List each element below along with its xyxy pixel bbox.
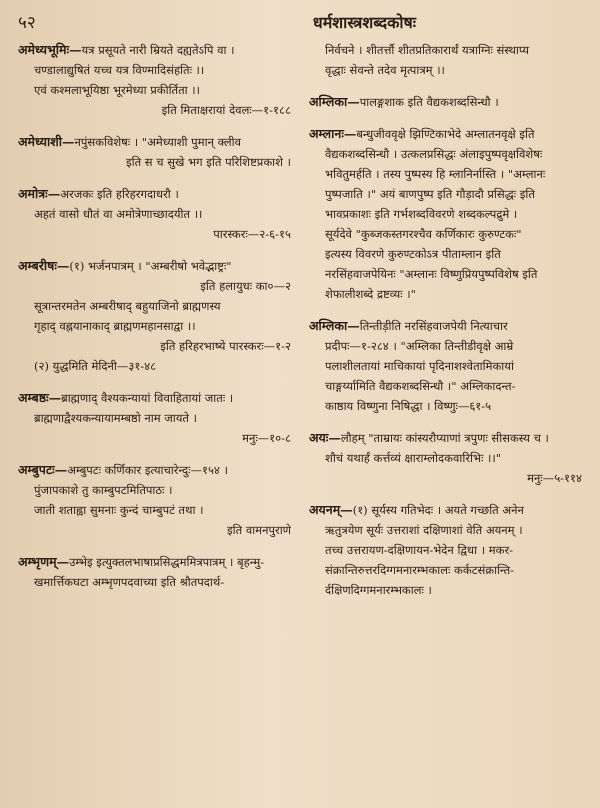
dictionary-entry	[18, 184, 295, 244]
entry-line: इति वामनपुराणे	[227, 523, 291, 537]
entry-line: खमार्त्तिकघटा अम्भृणपदवाच्या इति श्रौतपदार्थ-	[34, 575, 225, 589]
entry-line: सूर्यदेवे "कुब्जकस्तगरश्चैव कर्णिकारः कुरुण्टकः"	[325, 227, 522, 241]
entry-line: मनुः—५-११४	[527, 471, 582, 485]
entry-headword: अम्लिका—	[309, 318, 360, 333]
entry-line: पलाशीलतायां माचिकायां पृदिनाशश्वेतामिकायां	[325, 359, 514, 373]
entry-line: निर्वचने । शीतर्त्तौ शीतप्रतिकारार्थं यत्राग्निः संस्थाप्य	[325, 43, 530, 57]
entry-line: चाङ्गर्य्यामिति वैद्यकशब्दसिन्धौ ।" अम्लिकादन्त-	[325, 379, 516, 393]
dictionary-entry	[309, 500, 586, 600]
entry-line	[18, 552, 295, 572]
right-column	[309, 40, 586, 612]
entry-headword: अमेध्याशी—	[18, 134, 75, 149]
entry-text: लौहम् "ताम्रायः कांस्यरौप्याणां त्रपुणः सीसकस्य च ।	[340, 431, 549, 445]
entry-text: पालङ्गशाक इति वैद्यकशब्दसिन्धौ ।	[359, 95, 499, 109]
entry-line: इति मिताक्षरायां देवलः—१-१८८	[161, 103, 291, 117]
entry-line: ब्राह्मणाद्वैश्यकन्यायामम्बष्ठो नाम जायते ।	[34, 411, 197, 425]
entry-line: पारस्करः—२-६-१५	[213, 227, 291, 241]
running-title: धर्मशास्त्रशब्दकोषः	[312, 13, 416, 32]
entry-line: मनुः—१०-८	[242, 431, 291, 445]
entry-line: एवं कश्मलाभूयिष्ठा भूरमेध्या प्रकीर्तिता ।।	[34, 83, 201, 97]
entry-line	[18, 460, 295, 480]
entry-line: सूत्रान्तरमतेन अम्बरीषाद् बहुयाजिनो ब्राह्मणस्य	[34, 299, 221, 313]
entry-line: तच्च उत्तरायण-दक्षिणायन-भेदेन द्विधा । मकर-	[325, 543, 514, 557]
entry-line: नरसिंहवाजपेयिनः "अम्लानः विष्णुप्रियपुष्पविशेष इति	[325, 267, 538, 281]
dictionary-entry	[18, 388, 295, 448]
entry-line: गृहाद् वह्नयानाकाद् ब्राह्मणमहानसाद्वा ।।	[34, 319, 196, 333]
entry-headword: अमेध्यभूमिः—	[18, 42, 82, 57]
dictionary-entry	[18, 132, 295, 172]
entry-line: प्रदीपः—१-२८४ । "अम्लिका तिन्तीडीवृक्षे आम्रे	[325, 339, 514, 353]
dictionary-entry	[18, 256, 295, 376]
dictionary-entry	[309, 316, 586, 416]
entry-text: (१) सूर्यस्य गतिभेदः । अयते गच्छति अनेन	[352, 503, 524, 517]
entry-line: अहतं वासो धौतं वा अमोत्रेणाच्छादयीत ।।	[34, 207, 203, 221]
entry-line: इत्यस्य विवरणे कुरुण्टकोऽत्र पीताम्लान इति	[325, 247, 501, 261]
entry-line: संक्रान्तिरुत्तरदिग्गमनारम्भकालः कर्कटसंक्रान्ति-	[325, 563, 515, 577]
dictionary-entry	[18, 552, 295, 592]
entry-text: ब्राह्मणाद् वैश्यकन्यायां विवाहितायां जातः ।	[61, 391, 234, 405]
entry-line	[18, 388, 295, 408]
entry-headword: अम्बुपटः—	[18, 462, 68, 477]
entry-line: इति स च सुखे भग इति परिशिष्टप्रकाशे ।	[125, 155, 291, 169]
entry-line: चण्डालाद्युषितं यच्च यत्र विण्मादिसंहतिः ।।	[34, 63, 205, 77]
page-number: ५२	[18, 13, 36, 33]
entry-line	[18, 256, 295, 276]
dictionary-entry	[309, 124, 586, 304]
dictionary-entry	[309, 92, 586, 112]
entry-text: अम्बुपटः कर्णिकार इत्याचारेन्दुः—१५४ ।	[67, 463, 228, 477]
entry-line: शौचं यथार्हं कर्त्तव्यं क्षाराम्लोदकवारिभिः ।।"	[325, 451, 502, 465]
entry-headword: अम्भृणम्—	[18, 554, 70, 569]
entry-line: पुष्पजाति ।" अयं बाणपुष्प इति गौड़ादौ प्रसिद्धः इति	[325, 187, 535, 201]
entry-line: (२) युद्धमिति मेदिनी—३१-४८	[34, 359, 157, 373]
page-header	[18, 10, 586, 40]
entry-headword: अम्बरीषः—	[18, 258, 70, 273]
dictionary-entry	[309, 428, 586, 488]
entry-line: जाती शताह्वा सुमनाः कुन्दं चाम्बुपटं तथा ।	[34, 503, 204, 517]
entry-line	[18, 184, 295, 204]
entry-text: नपुंसकविशेषः । "अमेध्याशी पुमान् क्लीव	[74, 135, 242, 149]
entry-line	[18, 40, 295, 60]
entry-line	[309, 428, 586, 448]
entry-text: तिन्तीड़ीति नरसिंहवाजपेयी नित्याचार	[359, 319, 508, 333]
entry-line: काष्ठाय विष्णुना निषिद्धा । विष्णुः—६१-५	[325, 399, 492, 413]
entry-headword: अयः—	[309, 430, 341, 445]
entry-line: भावप्रकाशः इति गर्भशब्दविवरणे शब्दकल्पद्रुमे ।	[325, 207, 518, 221]
entry-text: बन्धुजीववृक्षे झिण्टिकाभेदे अम्लातनवृक्षे इति	[356, 127, 535, 141]
entry-text: (१) भर्जनपात्रम् । "अम्बरीषो भवेद्भाष्ट्रः"	[69, 259, 232, 273]
entry-line	[309, 316, 586, 336]
entry-line	[309, 500, 586, 520]
entry-line: इति हरिहरभाष्ये पारस्करः—१-२	[160, 339, 291, 353]
entry-text: यत्र प्रसूयते नारी म्रियते दह्यतेऽपि वा ।	[81, 43, 235, 57]
entry-text: अरजकः इति हरिहरगदाधरौ ।	[60, 187, 179, 201]
dictionary-entry	[309, 40, 586, 80]
entry-text: उम्भेइ इत्युक्तलभाषाप्रसिद्धममित्रपात्रम् । बृहन्मु-	[69, 555, 265, 569]
entry-line: इति हलायुधः का०—२	[200, 279, 291, 293]
columns	[18, 40, 586, 612]
entry-line: ऋतुत्रयेण सूर्यः उत्तराशां दक्षिणाशां वेति अयनम् ।	[325, 523, 523, 537]
entry-line	[309, 92, 586, 112]
entry-line	[18, 132, 295, 152]
left-column	[18, 40, 295, 612]
entry-line: भवितुमर्हति । तस्य पुष्पस्य हि म्लानिर्नास्ति । "अम्लानः	[325, 167, 546, 181]
entry-line: पुंजापकाशे तु काम्बुपटमितिपाठः ।	[34, 483, 173, 497]
entry-line: वैद्यकशब्दसिन्धौ । उत्कलप्रसिद्धः अंलाइपुष्पवृक्षविशेषः	[325, 147, 543, 161]
entry-headword: अम्बष्ठः—	[18, 390, 62, 405]
entry-line: वृद्धाः सेवन्ते तदेव मृत्पात्रम् ।।	[325, 63, 445, 77]
entry-headword: अम्लिका—	[309, 94, 360, 109]
entry-headword: अयनम्—	[309, 502, 353, 517]
entry-headword: अम्लानः—	[309, 126, 357, 141]
dictionary-entry	[18, 40, 295, 120]
entry-line: र्दक्षिणदिग्गमनारम्भकालः ।	[325, 583, 432, 597]
entry-line: शेफालीशब्दे द्रष्टव्यः ।"	[325, 287, 416, 301]
entry-line	[309, 124, 586, 144]
entry-headword: अमोत्रः—	[18, 186, 61, 201]
dictionary-entry	[18, 460, 295, 540]
